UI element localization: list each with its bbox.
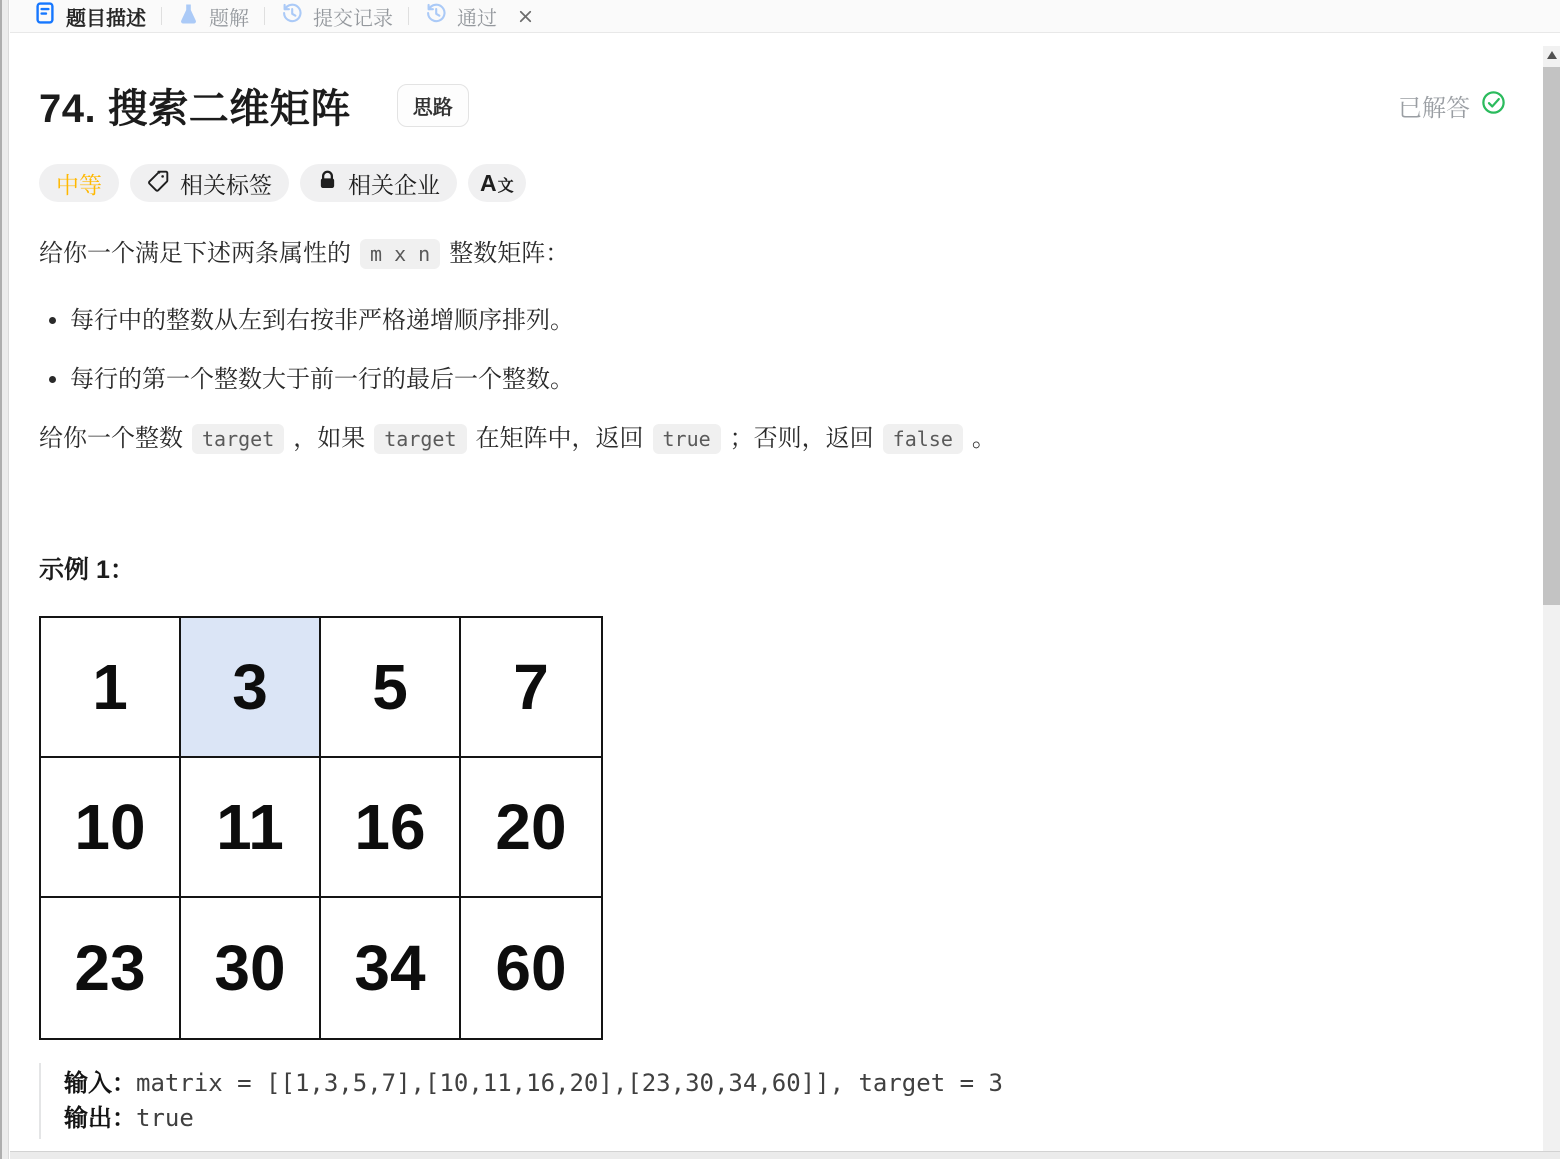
tab-bar (10, 0, 1560, 33)
matrix-cell: 30 (181, 898, 321, 1038)
history-icon (424, 1, 448, 31)
matrix-cell: 23 (41, 898, 181, 1038)
property-list (39, 302, 1534, 398)
vertical-scrollbar[interactable] (1543, 46, 1560, 1151)
flask-icon (177, 2, 200, 31)
description (39, 235, 1534, 458)
tab-label: 题解 (209, 7, 249, 30)
document-icon (33, 1, 57, 31)
matrix-cell: 20 (461, 758, 601, 898)
notes-badge[interactable]: 思路 (397, 84, 469, 127)
tab-problem-description[interactable] (33, 1, 146, 31)
scrollbar-up-arrow[interactable] (1547, 51, 1557, 59)
scrollbar-thumb[interactable] (1543, 67, 1560, 605)
meta-bar (39, 164, 1534, 202)
solved-status (1398, 88, 1507, 123)
lock-icon (317, 170, 338, 197)
translate-button[interactable]: A文 (468, 164, 526, 202)
matrix-cell: 11 (181, 758, 321, 898)
input-value: matrix = [[1,3,5,7],[10,11,16,20],[23,30,34,60]], target = 3 (136, 1069, 1003, 1097)
matrix-cell: 34 (321, 898, 461, 1038)
code-pill: false (883, 424, 963, 454)
tab-separator (408, 7, 409, 25)
example-1-heading: 示例 1： (39, 556, 135, 584)
related-tags-button[interactable] (130, 164, 289, 202)
tab-separator (161, 7, 162, 25)
matrix-cell: 60 (461, 898, 601, 1038)
tab-solutions[interactable] (177, 2, 249, 31)
matrix-cell: 1 (41, 618, 181, 758)
code-pill: target (192, 424, 284, 454)
related-tags-label: 相关标签 (180, 171, 272, 198)
check-circle-icon (1480, 89, 1507, 123)
tab-submissions[interactable] (280, 1, 393, 31)
tab-label: 通过 (457, 7, 497, 30)
example-1-io (39, 1063, 1534, 1139)
matrix-cell-highlighted: 3 (181, 618, 321, 758)
list-item: • 每行的第一个整数大于前一行的最后一个整数。 (70, 361, 1534, 398)
tab-separator (264, 7, 265, 25)
related-companies-label: 相关企业 (348, 171, 440, 198)
input-label: 输入： (64, 1070, 136, 1097)
related-companies-button[interactable] (300, 164, 457, 202)
tag-icon (147, 169, 170, 198)
code-pill: true (653, 424, 721, 454)
problem-content (10, 77, 1560, 1139)
output-value: true (136, 1104, 194, 1132)
tab-label: 题目描述 (66, 7, 146, 30)
code-pill: target (374, 424, 466, 454)
matrix-cell: 5 (321, 618, 461, 758)
matrix-cell: 16 (321, 758, 461, 898)
difficulty-badge[interactable]: 中等 (39, 164, 119, 202)
tab-label: 提交记录 (313, 7, 393, 30)
matrix-cell: 10 (41, 758, 181, 898)
solved-label: 已解答 (1398, 95, 1470, 122)
tab-accepted[interactable] (424, 1, 535, 31)
target-paragraph: 给你一个整数 target ，如果 target 在矩阵中，返回 true ；否则，返回 false 。 (39, 425, 996, 452)
bottom-scrollbar-track[interactable] (10, 1151, 1560, 1159)
output-label: 输出： (64, 1105, 136, 1132)
history-icon (280, 1, 304, 31)
title-row (39, 77, 1534, 134)
close-icon[interactable] (516, 7, 535, 26)
code-pill: m x n (360, 239, 440, 269)
problem-description-panel (10, 0, 1560, 1159)
matrix-figure (39, 616, 603, 1040)
intro-paragraph: 给你一个满足下述两条属性的 m x n 整数矩阵： (39, 240, 570, 267)
list-item: • 每行中的整数从左到右按非严格递增顺序排列。 (70, 302, 1534, 339)
panel-splitter[interactable] (0, 0, 9, 1159)
matrix-cell: 7 (461, 618, 601, 758)
example-input-line (64, 1066, 1534, 1101)
example-output-line (64, 1101, 1534, 1136)
page-title: 74. 搜索二维矩阵 (39, 87, 351, 131)
translate-icon: A (480, 169, 497, 196)
